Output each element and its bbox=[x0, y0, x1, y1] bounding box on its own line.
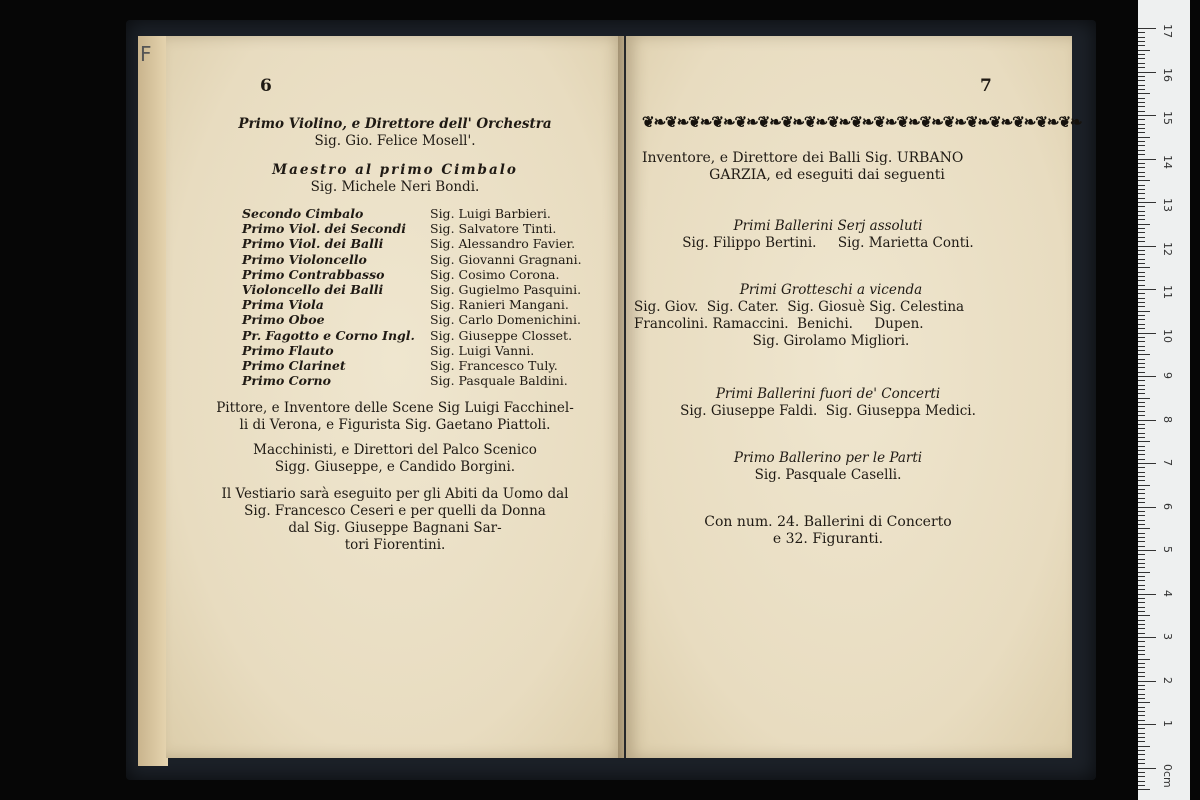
ruler-tick bbox=[1138, 254, 1145, 255]
measurement-ruler bbox=[1138, 0, 1190, 800]
ruler-label: 11 bbox=[1161, 285, 1174, 299]
ruler-tick bbox=[1138, 211, 1145, 212]
ruler-tick bbox=[1138, 450, 1145, 451]
serious-dancers-names: Sig. Filippo Bertini. Sig. Marietta Conti. bbox=[682, 235, 974, 251]
cast-role: Primo Contrabbasso bbox=[242, 266, 385, 282]
ruler-tick bbox=[1138, 689, 1145, 690]
ruler-tick bbox=[1138, 576, 1145, 577]
cast-row bbox=[242, 373, 612, 388]
ruler-tick bbox=[1138, 507, 1156, 508]
cast-row bbox=[242, 282, 612, 297]
ruler-label: 4 bbox=[1161, 589, 1174, 597]
ruler-tick bbox=[1138, 380, 1145, 381]
cast-row bbox=[242, 328, 612, 343]
ruler-tick bbox=[1138, 389, 1145, 390]
ruler-tick bbox=[1138, 789, 1150, 790]
ruler-tick bbox=[1138, 541, 1145, 542]
ruler-tick bbox=[1138, 145, 1145, 146]
cast-name: Sig. Cosimo Corona. bbox=[430, 266, 560, 282]
ruler-tick bbox=[1138, 115, 1156, 116]
ruler-tick bbox=[1138, 776, 1145, 777]
ruler-tick bbox=[1138, 628, 1145, 629]
ruler-tick bbox=[1138, 676, 1145, 677]
cast-role: Pr. Fagotto e Corno Ingl. bbox=[242, 327, 415, 343]
ruler-tick bbox=[1138, 585, 1145, 586]
ruler-tick bbox=[1138, 498, 1145, 499]
ruler-tick bbox=[1138, 489, 1145, 490]
ruler-tick bbox=[1138, 237, 1145, 238]
ruler-tick bbox=[1138, 698, 1145, 699]
painter-line-2: li di Verona, e Figurista Sig. Gaetano Piattoli. bbox=[239, 417, 551, 433]
cast-role: Primo Viol. dei Balli bbox=[242, 236, 384, 252]
costumes-line-4: tori Fiorentini. bbox=[344, 537, 446, 553]
costumes-line-2: Sig. Francesco Ceseri e per quelli da Donna bbox=[244, 503, 546, 519]
ruler-tick bbox=[1138, 620, 1145, 621]
ruler-label: 1 bbox=[1161, 720, 1174, 727]
ruler-tick bbox=[1138, 420, 1156, 421]
ruler-tick bbox=[1138, 119, 1145, 120]
cast-row bbox=[242, 221, 612, 236]
ruler-tick bbox=[1138, 289, 1156, 290]
ruler-tick bbox=[1138, 76, 1145, 77]
ruler-tick bbox=[1138, 102, 1145, 103]
ruler-tick bbox=[1138, 276, 1145, 277]
ruler-tick bbox=[1138, 446, 1145, 447]
ruler-tick bbox=[1138, 180, 1150, 181]
ruler-tick bbox=[1138, 302, 1145, 303]
ruler-tick bbox=[1138, 285, 1145, 286]
painter-line-1: Pittore, e Inventore delle Scene Sig Luigi Facchinel- bbox=[216, 400, 574, 416]
grotesques-row-1: Sig. Giov. Sig. Cater. Sig. Giosuè Sig. Celestina bbox=[634, 299, 965, 315]
ruler-tick bbox=[1138, 650, 1145, 651]
ruler-tick bbox=[1138, 58, 1145, 59]
cast-name: Sig. Luigi Barbieri. bbox=[430, 206, 551, 221]
ruler-tick bbox=[1138, 598, 1145, 599]
inventor-line-2: GARZIA, ed eseguiti dai seguenti bbox=[709, 167, 945, 183]
cast-name: Sig. Giuseppe Closset. bbox=[430, 327, 573, 343]
ruler-tick bbox=[1138, 259, 1145, 260]
harpsichord-name: Sig. Michele Neri Bondi. bbox=[310, 179, 480, 195]
ruler-tick bbox=[1138, 528, 1150, 529]
ruler-tick bbox=[1138, 741, 1145, 742]
ruler-tick bbox=[1138, 715, 1145, 716]
ruler-tick bbox=[1138, 728, 1145, 729]
ruler-tick bbox=[1138, 219, 1145, 220]
ruler-tick bbox=[1138, 89, 1145, 90]
ruler-label: 3 bbox=[1161, 633, 1174, 640]
ruler-tick bbox=[1138, 132, 1145, 133]
ruler-tick bbox=[1138, 406, 1145, 407]
ruler-label: 7 bbox=[1161, 459, 1174, 466]
ruler-tick bbox=[1138, 50, 1150, 51]
ruler-tick bbox=[1138, 702, 1150, 703]
ruler-tick bbox=[1138, 250, 1145, 251]
costumes-block bbox=[176, 486, 614, 554]
ruler-tick bbox=[1138, 93, 1150, 94]
ruler-tick bbox=[1138, 350, 1145, 351]
costumes-line-1: Il Vestiario sarà eseguito per gli Abiti da Uomo dal bbox=[221, 486, 569, 502]
grotesques-block bbox=[626, 282, 1036, 350]
cast-name: Sig. Salvatore Tinti. bbox=[430, 221, 557, 237]
ruler-tick bbox=[1138, 206, 1145, 207]
cast-role: Primo Oboe bbox=[242, 312, 325, 328]
ruler-tick bbox=[1138, 402, 1145, 403]
ruler-tick bbox=[1138, 32, 1145, 33]
ruler-tick bbox=[1138, 459, 1145, 460]
cast-row bbox=[242, 358, 612, 373]
ruler-label: 10 bbox=[1161, 328, 1174, 343]
ruler-tick bbox=[1138, 367, 1145, 368]
cast-name: Sig. Alessandro Favier. bbox=[430, 236, 576, 252]
ruler-tick bbox=[1138, 163, 1145, 164]
ornamental-band: ❦❧❦❧❦❧❦❧❦❧❦❧❦❧❦❧❦❧❦❧❦❧❦❧❦❧❦❧❦❧❦❧❦❧❦❧❦❧ bbox=[642, 113, 1082, 131]
ruler-tick bbox=[1138, 154, 1145, 155]
ruler-tick bbox=[1138, 202, 1156, 203]
ruler-tick bbox=[1138, 567, 1145, 568]
ruler-tick bbox=[1138, 128, 1145, 129]
cast-role: Violoncello dei Balli bbox=[242, 282, 384, 298]
ruler-label: 2 bbox=[1161, 676, 1174, 684]
ruler-tick bbox=[1138, 733, 1145, 734]
ruler-label: 0cm bbox=[1161, 763, 1174, 788]
ruler-tick bbox=[1138, 750, 1145, 751]
ruler-tick bbox=[1138, 215, 1145, 216]
outside-dancers-block bbox=[626, 386, 1030, 420]
ruler-tick bbox=[1138, 485, 1150, 486]
ruler-tick bbox=[1138, 559, 1145, 560]
ruler-tick bbox=[1138, 476, 1145, 477]
cast-row bbox=[242, 236, 612, 251]
orchestra-director-block bbox=[166, 116, 624, 150]
ruler-tick bbox=[1138, 398, 1150, 399]
ruler-tick bbox=[1138, 724, 1156, 725]
ruler-tick bbox=[1138, 228, 1145, 229]
ruler-tick bbox=[1138, 594, 1156, 595]
ruler-tick bbox=[1138, 189, 1145, 190]
ruler-tick bbox=[1138, 41, 1145, 42]
ruler-tick bbox=[1138, 646, 1145, 647]
grotesques-row-2: Francolini. Ramaccini. Benichi. Dupen. bbox=[634, 316, 924, 332]
machinists-line-2: Sigg. Giuseppe, e Candido Borgini. bbox=[274, 459, 516, 475]
ruler-tick bbox=[1138, 554, 1145, 555]
ruler-tick bbox=[1138, 685, 1145, 686]
ruler-tick bbox=[1138, 454, 1145, 455]
ruler-label: 16 bbox=[1161, 67, 1174, 82]
ruler-tick bbox=[1138, 654, 1145, 655]
ruler-tick bbox=[1138, 176, 1145, 177]
ruler-tick bbox=[1138, 167, 1145, 168]
ruler-tick bbox=[1138, 720, 1145, 721]
cast-name: Sig. Gugielmo Pasquini. bbox=[430, 282, 582, 298]
cast-role: Prima Viola bbox=[242, 297, 324, 313]
ruler-tick bbox=[1138, 667, 1145, 668]
ruler-tick bbox=[1138, 463, 1156, 464]
ruler-tick bbox=[1138, 111, 1145, 112]
ruler-tick bbox=[1138, 45, 1145, 46]
ruler-tick bbox=[1138, 411, 1145, 412]
harpsichord-title: Maestro al primo Cimbalo bbox=[272, 162, 518, 178]
ruler-tick bbox=[1138, 198, 1145, 199]
ruler-tick bbox=[1138, 746, 1150, 747]
ruler-tick bbox=[1138, 185, 1145, 186]
ruler-tick bbox=[1138, 580, 1145, 581]
ruler-tick bbox=[1138, 293, 1145, 294]
ruler-tick bbox=[1138, 267, 1150, 268]
ruler-tick bbox=[1138, 754, 1145, 755]
orchestra-director-name: Sig. Gio. Felice Mosell'. bbox=[314, 133, 476, 149]
ruler-tick bbox=[1138, 694, 1145, 695]
ruler-tick bbox=[1138, 319, 1145, 320]
cast-role: Primo Viol. dei Secondi bbox=[242, 221, 406, 237]
cast-name: Sig. Pasquale Baldini. bbox=[430, 373, 568, 389]
ruler-tick bbox=[1138, 28, 1156, 29]
cast-role: Primo Clarinet bbox=[242, 358, 346, 374]
ruler-tick bbox=[1138, 124, 1145, 125]
ruler-tick bbox=[1138, 441, 1150, 442]
ruler-tick bbox=[1138, 711, 1145, 712]
ruler-tick bbox=[1138, 681, 1156, 682]
costumes-line-3: dal Sig. Giuseppe Bagnani Sar- bbox=[288, 520, 502, 536]
character-dancer-title: Primo Ballerino per le Parti bbox=[733, 450, 923, 466]
ruler-tick bbox=[1138, 63, 1145, 64]
ensemble-line-1: Con num. 24. Ballerini di Concerto bbox=[704, 514, 952, 530]
ruler-tick bbox=[1138, 759, 1145, 760]
cast-role: Primo Violoncello bbox=[242, 251, 367, 267]
ruler-label: 17 bbox=[1161, 24, 1174, 38]
ruler-tick bbox=[1138, 272, 1145, 273]
ruler-tick bbox=[1138, 263, 1145, 264]
ruler-tick bbox=[1138, 768, 1156, 769]
cast-name: Sig. Francesco Tuly. bbox=[430, 358, 558, 374]
cast-row bbox=[242, 297, 612, 312]
ruler-tick bbox=[1138, 781, 1145, 782]
page-edges bbox=[138, 36, 168, 766]
ruler-tick bbox=[1138, 346, 1145, 347]
orchestra-director-title: Primo Violino, e Direttore dell' Orchestra bbox=[238, 116, 552, 132]
cast-name: Sig. Giovanni Gragnani. bbox=[430, 251, 582, 267]
cast-row bbox=[242, 206, 612, 221]
ruler-tick bbox=[1138, 224, 1150, 225]
cast-role: Secondo Cimbalo bbox=[242, 206, 364, 221]
cast-role: Primo Flauto bbox=[242, 342, 334, 358]
ruler-tick bbox=[1138, 306, 1145, 307]
ruler-label: 12 bbox=[1161, 241, 1174, 256]
ensemble-block bbox=[626, 514, 1030, 548]
grotesques-title: Primi Grotteschi a vicenda bbox=[739, 282, 923, 298]
ruler-tick bbox=[1138, 615, 1150, 616]
ruler-tick bbox=[1138, 480, 1145, 481]
ruler-tick bbox=[1138, 328, 1145, 329]
serious-dancers-block bbox=[626, 218, 1030, 252]
outside-dancers-names: Sig. Giuseppe Faldi. Sig. Giuseppa Medici. bbox=[680, 403, 976, 419]
grotesques-row-3: Sig. Girolamo Migliori. bbox=[752, 333, 910, 349]
ruler-tick bbox=[1138, 337, 1145, 338]
ruler-tick bbox=[1138, 637, 1156, 638]
cast-name: Sig. Ranieri Mangani. bbox=[430, 297, 569, 313]
ruler-tick bbox=[1138, 415, 1145, 416]
ruler-tick bbox=[1138, 672, 1145, 673]
ruler-tick bbox=[1138, 433, 1145, 434]
page-number-right: 7 bbox=[980, 76, 992, 96]
ruler-tick bbox=[1138, 467, 1145, 468]
cast-role: Primo Corno bbox=[242, 373, 331, 389]
ruler-label: 5 bbox=[1161, 546, 1174, 553]
ruler-tick bbox=[1138, 393, 1145, 394]
cover-label: F bbox=[140, 42, 153, 66]
ruler-tick bbox=[1138, 502, 1145, 503]
ruler-tick bbox=[1138, 372, 1145, 373]
ruler-tick bbox=[1138, 785, 1145, 786]
ruler-tick bbox=[1138, 428, 1145, 429]
ruler-tick bbox=[1138, 659, 1150, 660]
ruler-label: 6 bbox=[1161, 502, 1174, 510]
cast-name: Sig. Luigi Vanni. bbox=[430, 342, 535, 358]
ruler-tick bbox=[1138, 546, 1145, 547]
ensemble-line-2: e 32. Figuranti. bbox=[772, 531, 884, 547]
ruler-label: 8 bbox=[1161, 415, 1174, 423]
character-dancer-block bbox=[626, 450, 1030, 484]
ruler-tick bbox=[1138, 241, 1145, 242]
ruler-tick bbox=[1138, 707, 1145, 708]
cast-row bbox=[242, 343, 612, 358]
ruler-tick bbox=[1138, 80, 1145, 81]
ruler-tick bbox=[1138, 563, 1145, 564]
ruler-tick bbox=[1138, 537, 1145, 538]
harpsichord-block bbox=[166, 162, 624, 196]
ruler-tick bbox=[1138, 472, 1145, 473]
inventor-line-1: Inventore, e Direttore dei Balli Sig. URBANO bbox=[642, 150, 964, 166]
ruler-tick bbox=[1138, 246, 1156, 247]
cast-row bbox=[242, 252, 612, 267]
ruler-label: 9 bbox=[1161, 372, 1174, 379]
ruler-tick bbox=[1138, 663, 1145, 664]
ruler-label: 15 bbox=[1161, 111, 1174, 125]
ruler-tick bbox=[1138, 589, 1145, 590]
ruler-tick bbox=[1138, 106, 1145, 107]
ruler-tick bbox=[1138, 515, 1145, 516]
ruler-tick bbox=[1138, 611, 1145, 612]
ruler-tick bbox=[1138, 550, 1156, 551]
serious-dancers-title: Primi Ballerini Serj assoluti bbox=[733, 218, 923, 234]
ruler-tick bbox=[1138, 424, 1145, 425]
ruler-tick bbox=[1138, 633, 1145, 634]
ruler-tick bbox=[1138, 641, 1145, 642]
ruler-tick bbox=[1138, 150, 1145, 151]
ruler-tick bbox=[1138, 85, 1145, 86]
inventor-block bbox=[642, 150, 1012, 184]
ruler-tick bbox=[1138, 624, 1145, 625]
ruler-tick bbox=[1138, 172, 1145, 173]
ruler-tick bbox=[1138, 437, 1145, 438]
ruler-tick bbox=[1138, 363, 1145, 364]
character-dancer-name: Sig. Pasquale Caselli. bbox=[754, 467, 902, 483]
ruler-tick bbox=[1138, 533, 1145, 534]
ruler-tick bbox=[1138, 98, 1145, 99]
ruler-tick bbox=[1138, 311, 1150, 312]
ruler-tick bbox=[1138, 37, 1145, 38]
painter-block bbox=[176, 400, 614, 434]
ruler-tick bbox=[1138, 137, 1150, 138]
ruler-tick bbox=[1138, 67, 1145, 68]
ruler-tick bbox=[1138, 572, 1150, 573]
ruler-tick bbox=[1138, 315, 1145, 316]
ruler-tick bbox=[1138, 193, 1145, 194]
ruler-tick bbox=[1138, 763, 1145, 764]
ruler-tick bbox=[1138, 602, 1145, 603]
ruler-tick bbox=[1138, 324, 1145, 325]
ruler-tick bbox=[1138, 493, 1145, 494]
ruler-tick bbox=[1138, 341, 1145, 342]
ruler-tick bbox=[1138, 737, 1145, 738]
outside-dancers-title: Primi Ballerini fuori de' Concerti bbox=[715, 386, 941, 402]
machinists-block bbox=[166, 442, 624, 476]
page-number-left: 6 bbox=[260, 76, 272, 96]
ruler-tick bbox=[1138, 359, 1145, 360]
ruler-label: 14 bbox=[1161, 154, 1174, 169]
ruler-tick bbox=[1138, 280, 1145, 281]
ruler-tick bbox=[1138, 232, 1145, 233]
ruler-tick bbox=[1138, 298, 1145, 299]
ruler-tick bbox=[1138, 607, 1145, 608]
ruler-tick bbox=[1138, 772, 1145, 773]
orchestra-cast-list bbox=[242, 206, 612, 388]
ruler-tick bbox=[1138, 354, 1150, 355]
cast-row bbox=[242, 312, 612, 327]
ruler-tick bbox=[1138, 524, 1145, 525]
cast-row bbox=[242, 267, 612, 282]
right-page bbox=[626, 36, 1082, 758]
ruler-tick bbox=[1138, 333, 1156, 334]
ruler-label: 13 bbox=[1161, 198, 1174, 212]
machinists-line-1: Macchinisti, e Direttori del Palco Scenico bbox=[253, 442, 537, 458]
ruler-tick bbox=[1138, 72, 1156, 73]
left-page bbox=[166, 36, 624, 758]
ruler-tick bbox=[1138, 520, 1145, 521]
ruler-tick bbox=[1138, 511, 1145, 512]
ruler-tick bbox=[1138, 141, 1145, 142]
ruler-tick bbox=[1138, 376, 1156, 377]
cast-name: Sig. Carlo Domenichini. bbox=[430, 312, 581, 328]
ruler-tick bbox=[1138, 54, 1145, 55]
ruler-tick bbox=[1138, 385, 1145, 386]
ruler-tick bbox=[1138, 159, 1156, 160]
